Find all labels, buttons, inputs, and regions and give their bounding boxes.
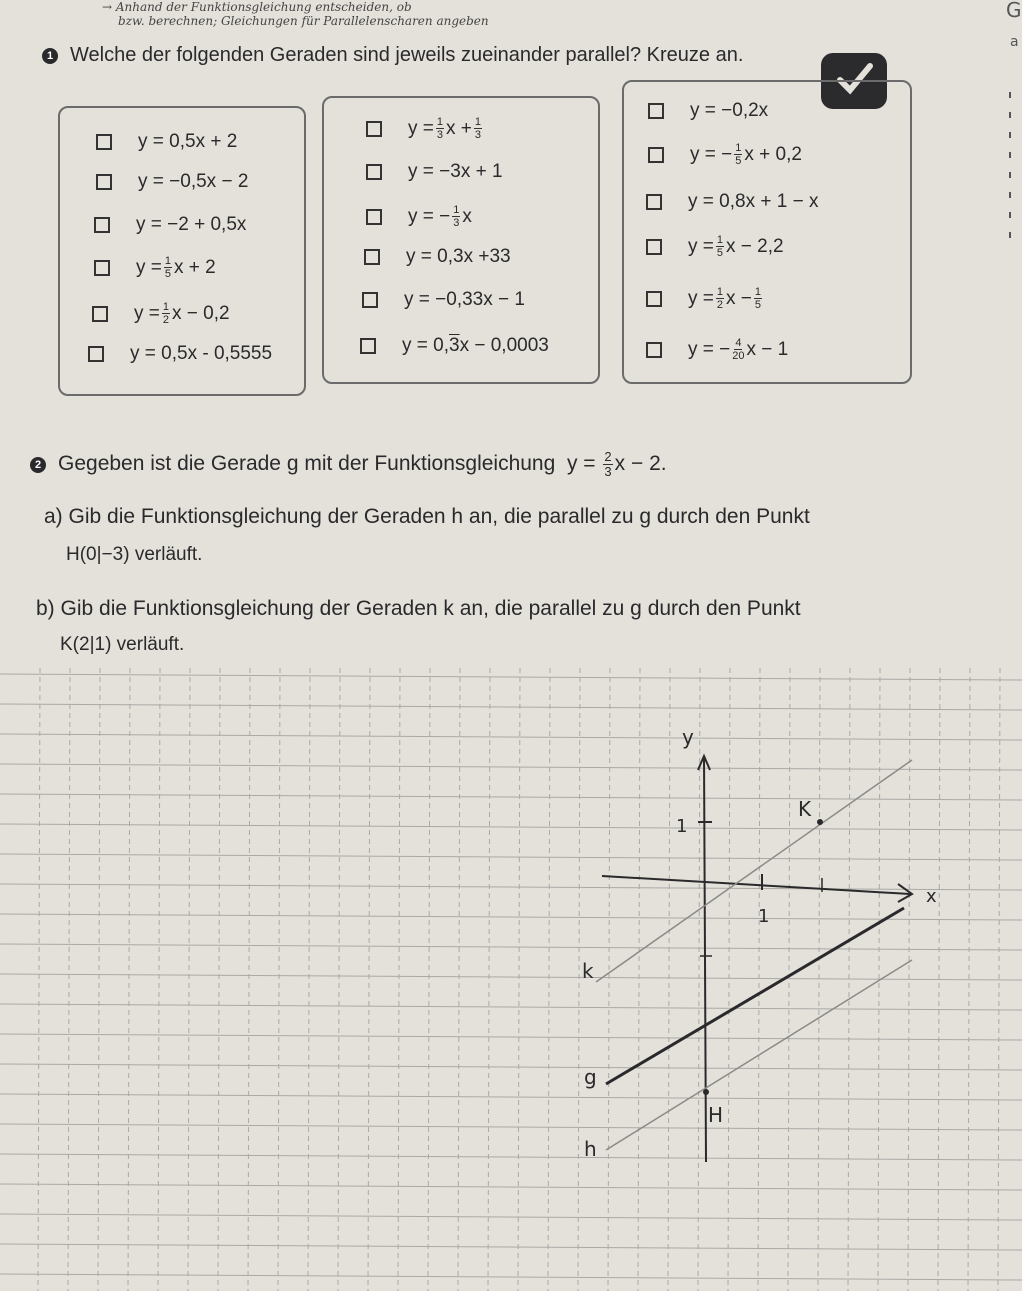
fraction: $\frac{1}{5}$ <box>164 255 171 280</box>
option-text: y = <box>136 256 162 278</box>
point-K-label: K <box>798 797 812 821</box>
option-text: y = 0,8x + 1 − x <box>688 191 819 212</box>
point-K-text: K(2|1) <box>60 634 112 655</box>
fraction: $\frac{1}{3}$ <box>436 116 443 141</box>
line-h-label: h <box>584 1137 597 1161</box>
x-axis-label: x <box>926 886 937 907</box>
option-text: y = 0,3x +33 <box>406 246 511 267</box>
task2a-rest: verläuft. <box>129 544 203 565</box>
option-text: y = <box>688 287 714 309</box>
line-g-label: g <box>584 1065 597 1089</box>
repeating-digit: 3 <box>449 335 460 356</box>
option-text: y = − <box>688 338 731 360</box>
option-text: y = <box>688 235 714 257</box>
option-text: y = − <box>408 205 451 227</box>
point-H-text: H(0|−3) <box>66 544 130 565</box>
task2b-line1: b) Gib die Funktionsgleichung der Geraden k an, die parallel zu g durch den Punkt <box>36 597 801 620</box>
y-tick-label: 1 <box>676 816 688 837</box>
margin-marks <box>1000 90 1022 250</box>
option-text: y = 0,5x - 0,5555 <box>130 343 273 364</box>
option-text: x + <box>446 117 472 139</box>
fraction: $\frac{1}{5}$ <box>735 142 742 167</box>
option-text: x − 1 <box>746 338 789 360</box>
point-H-label: H <box>708 1103 724 1127</box>
task1-question-text: Welche der folgenden Geraden sind jeweils zueinander parallel? Kreuze an. <box>70 44 744 66</box>
option-text: y = − <box>690 143 733 165</box>
task2a-line1: a) Gib die Funktionsgleichung der Geraden h an, die parallel zu g durch den Punkt <box>44 505 810 528</box>
option-text: x − <box>726 287 752 309</box>
point-K <box>817 819 823 825</box>
y-axis <box>704 756 706 1162</box>
task2b-rest: verläuft. <box>111 634 185 655</box>
fraction: $\frac{1}{5}$ <box>716 234 723 259</box>
option-text: y = <box>408 117 434 139</box>
corner-small-letter: a <box>1010 34 1019 50</box>
option-text: y = −0,5x − 2 <box>138 171 249 192</box>
x-tick-label: 1 <box>758 906 770 927</box>
corner-letter: G <box>1006 0 1022 22</box>
option-text: x − 2,2 <box>726 235 784 257</box>
task2-equation: x − 2. <box>614 452 667 476</box>
task2-number-badge: 2 <box>30 457 46 473</box>
option-text: y = −2 + 0,5x <box>136 214 247 235</box>
fraction: $\frac{1}{5}$ <box>754 286 761 311</box>
task1-number-badge: 1 <box>42 48 58 64</box>
task2-equation: y = <box>566 452 602 476</box>
x-axis <box>602 876 910 894</box>
fraction: $\frac{1}{2}$ <box>162 301 169 326</box>
option-text: y = 0,5x + 2 <box>138 131 238 152</box>
option-text: y = −0,33x − 1 <box>404 289 525 310</box>
task2-intro-text: Gegeben ist die Gerade g mit der Funktionsgleichung <box>58 452 556 476</box>
fraction: $\frac{1}{3}$ <box>474 116 481 141</box>
header-line-2: bzw. berechnen; Gleichungen für Parallelenscharen angeben <box>118 14 489 28</box>
header-line-1: → Anhand der Funktionsgleichung entscheiden, ob <box>102 0 412 14</box>
option-text: x + 2 <box>174 256 216 278</box>
fraction: $\frac{1}{2}$ <box>716 286 723 311</box>
option-text: y = −3x + 1 <box>408 161 503 182</box>
fraction: $\frac{1}{3}$ <box>453 204 460 229</box>
line-k <box>596 760 912 982</box>
option-text: x <box>462 205 472 227</box>
y-axis-label: y <box>682 725 694 749</box>
option-text: y = <box>134 302 160 324</box>
fraction: $\frac{4}{20}$ <box>732 337 745 362</box>
line-h <box>606 960 912 1150</box>
option-text: x − 0,0003 <box>459 335 549 356</box>
option-text: x + 0,2 <box>744 143 802 165</box>
point-H <box>703 1089 709 1095</box>
option-text: y = −0,2x <box>690 100 769 121</box>
line-k-label: k <box>582 959 594 983</box>
option-text: y = 0, <box>402 335 449 356</box>
fraction: $\frac{2}{3}$ <box>604 449 612 479</box>
option-text: x − 0,2 <box>172 302 230 324</box>
